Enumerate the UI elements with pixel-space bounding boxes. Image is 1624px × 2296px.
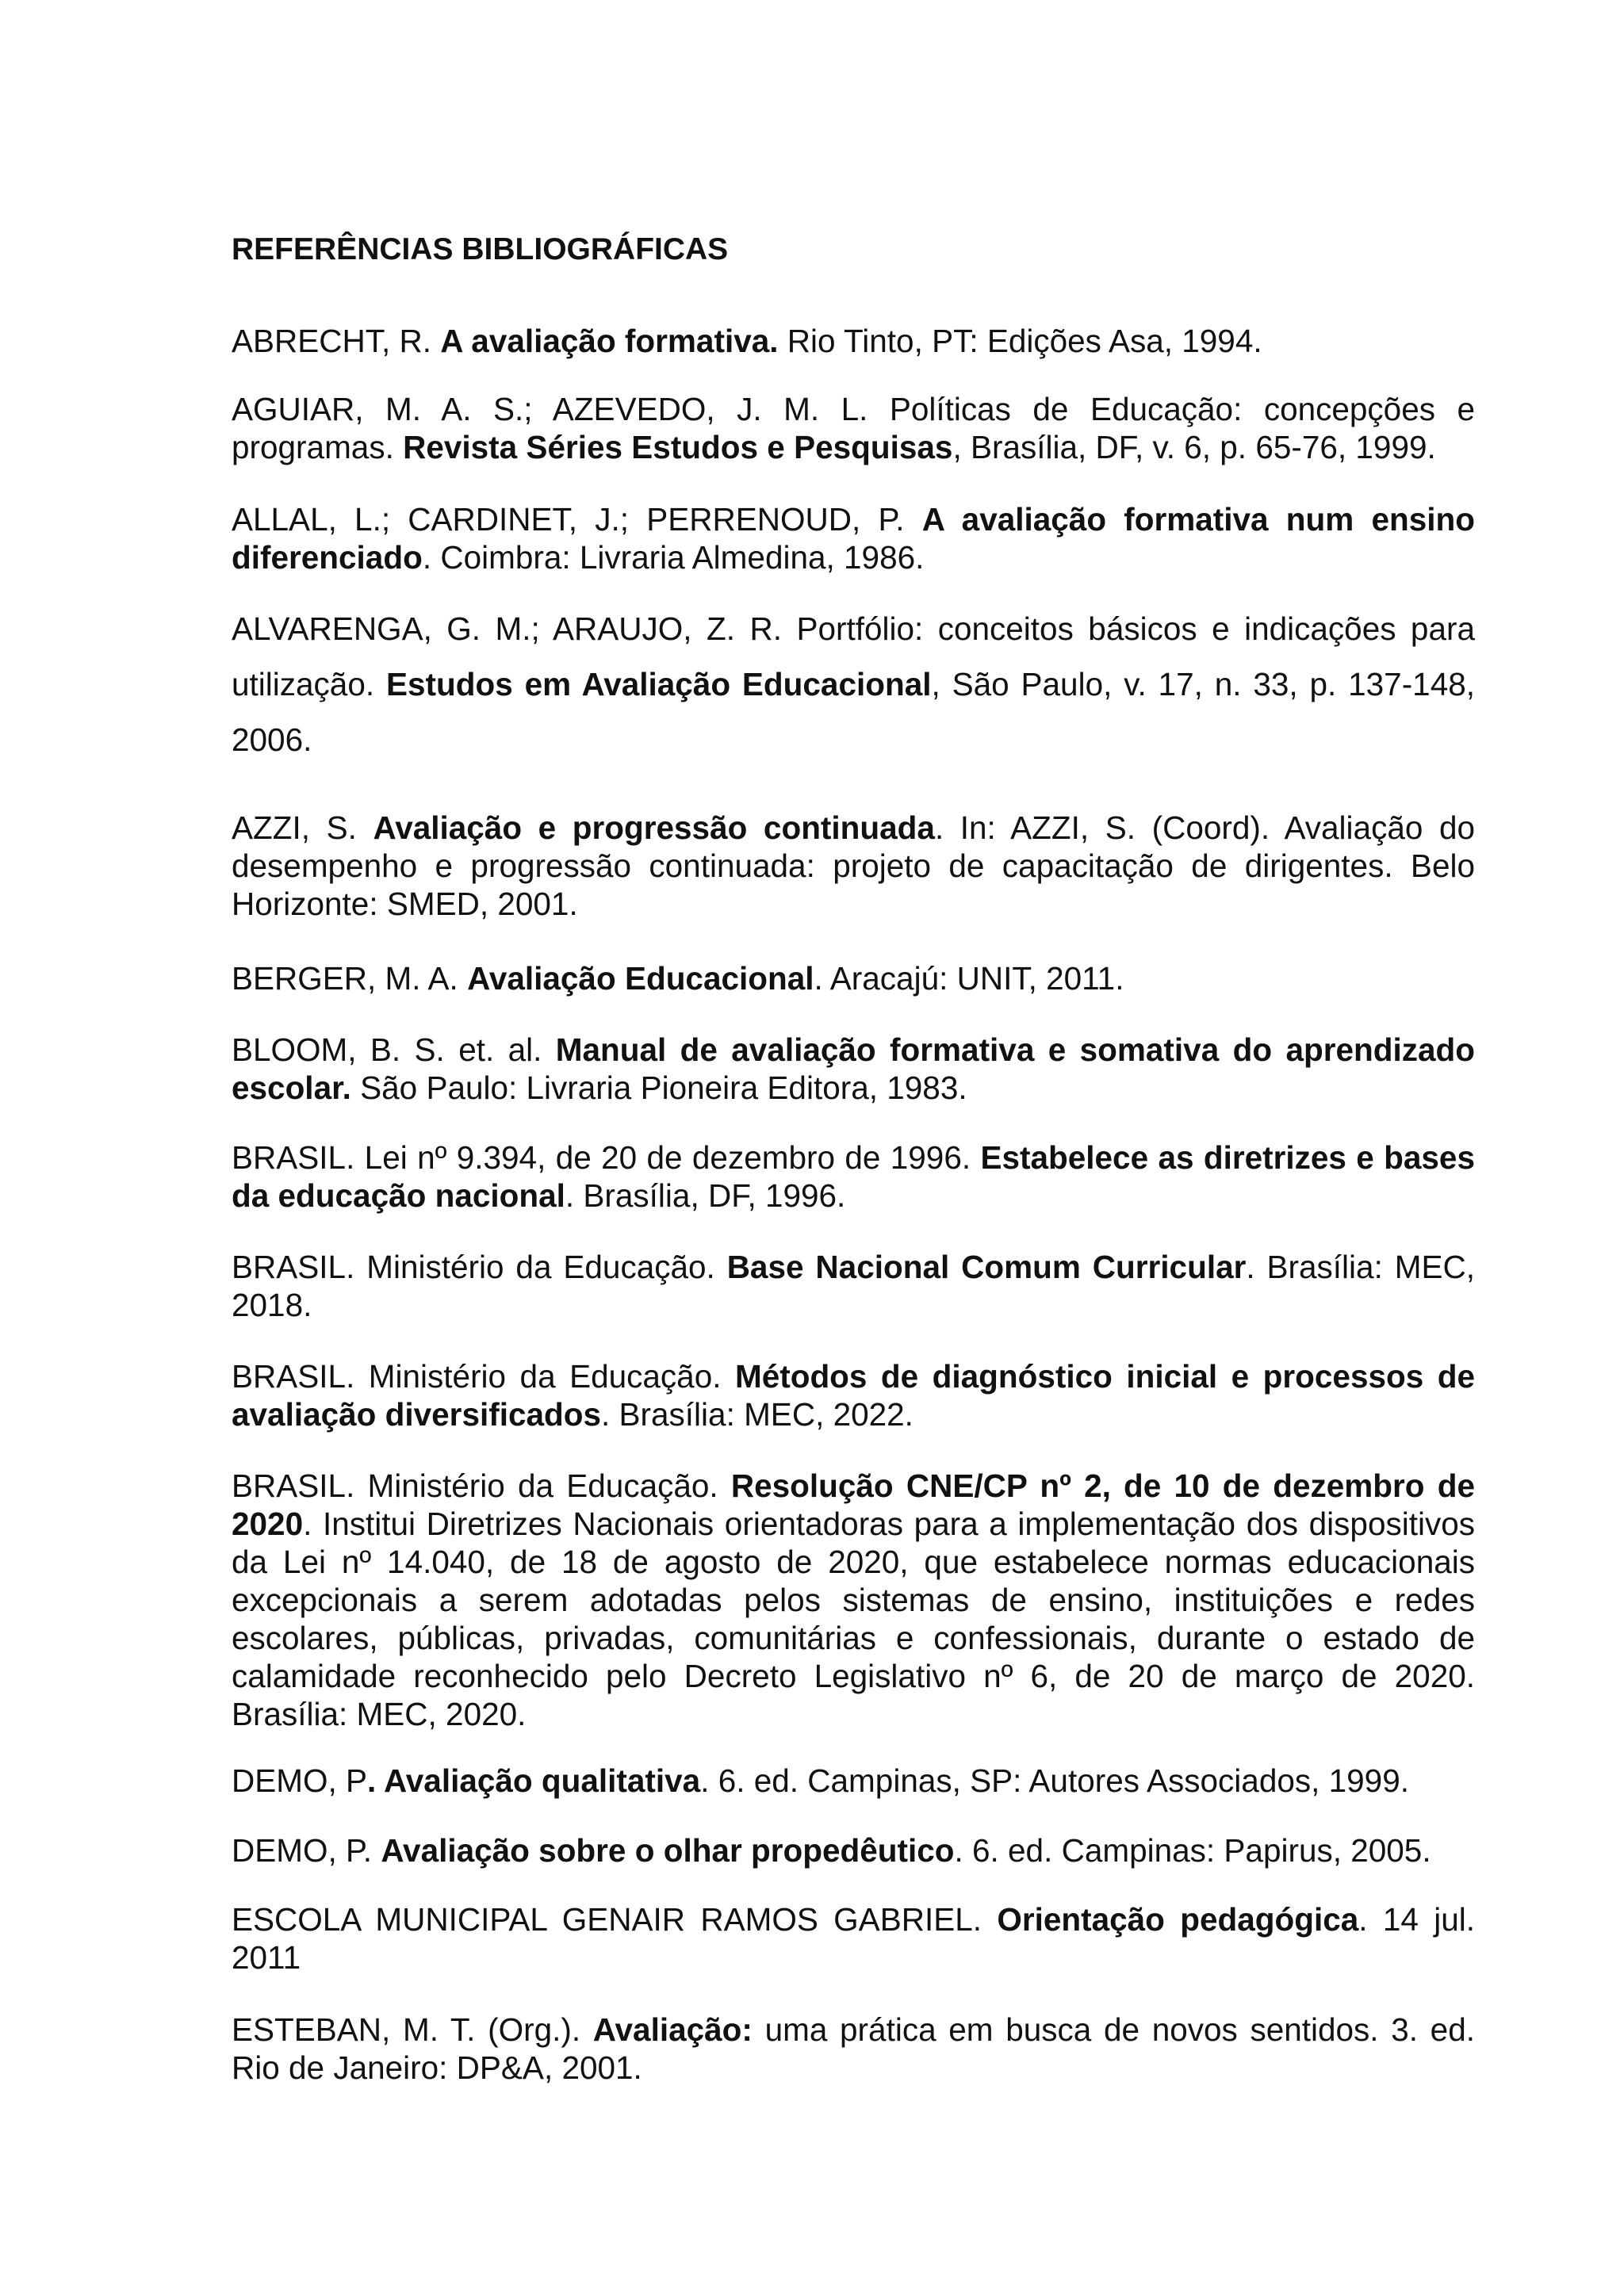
reference-details: . Brasília: MEC, 2022. <box>601 1396 914 1433</box>
reference-author: ESTEBAN, M. T. (Org.). <box>232 2011 593 2048</box>
reference-author: BERGER, M. A. <box>232 960 468 997</box>
reference-entry <box>232 1900 1475 1976</box>
reference-details: . In: AZZI, S. (Coord). Avaliação do desempenho e progressão continuada: projeto de capacitação de dirigentes. Belo Horizonte: SMED, 2001. <box>232 809 1475 922</box>
reference-entry <box>232 1762 1475 1800</box>
reference-entry <box>232 1248 1475 1324</box>
reference-author: BLOOM, B. S. et. al. <box>232 1031 556 1068</box>
reference-title: Orientação pedagógica <box>997 1901 1359 1938</box>
reference-details: uma prática em busca de novos sentidos. 3. ed. Rio de Janeiro: DP&A, 2001. <box>232 2011 1475 2086</box>
reference-title: Estabelece as diretrizes e bases da educação nacional <box>232 1139 1475 1214</box>
reference-author: ESCOLA MUNICIPAL GENAIR RAMOS GABRIEL. <box>232 1901 998 1938</box>
reference-details: , São Paulo, v. 17, n. 33, p. 137-148, 2006. <box>232 666 1476 758</box>
reference-entry <box>232 601 1475 767</box>
reference-entry <box>232 1031 1475 1107</box>
reference-author: AGUIAR, M. A. S.; AZEVEDO, J. M. L. Políticas de Educação: concepções e programas. <box>232 391 1475 465</box>
reference-title: Avaliação e progressão continuada <box>373 809 935 846</box>
reference-entry <box>232 1138 1475 1215</box>
reference-details: , Brasília, DF, v. 6, p. 65-76, 1999. <box>952 429 1436 465</box>
reference-entry <box>232 959 1475 997</box>
reference-title: Manual de avaliação formativa e somativa do aprendizado escolar. <box>232 1031 1475 1106</box>
reference-entry <box>232 809 1475 923</box>
reference-entry <box>232 500 1475 576</box>
reference-author: ALLAL, L.; CARDINET, J.; PERRENOUD, P. <box>232 501 922 538</box>
reference-details: . Coimbra: Livraria Almedina, 1986. <box>422 539 925 576</box>
reference-title: A avaliação formativa num ensino diferenciado <box>232 501 1475 576</box>
reference-entry <box>232 390 1475 466</box>
reference-entry <box>232 2011 1475 2087</box>
reference-author: BRASIL. Ministério da Educação. <box>232 1358 735 1395</box>
reference-entry <box>232 1831 1475 1869</box>
reference-details: . 14 jul. 2011 <box>232 1901 1475 1976</box>
reference-title: . Avaliação qualitativa <box>367 1762 701 1799</box>
reference-details: . Brasília, DF, 1996. <box>565 1177 846 1214</box>
reference-details: Rio Tinto, PT: Edições Asa, 1994. <box>778 323 1262 359</box>
reference-author: ALVARENGA, G. M.; ARAUJO, Z. R. Portfólio: conceitos básicos e indicações para utilização. <box>232 610 1475 702</box>
reference-title: Métodos de diagnóstico inicial e processos de avaliação diversificados <box>232 1358 1475 1433</box>
reference-title: A avaliação formativa. <box>440 323 779 359</box>
reference-author: BRASIL. Lei nº 9.394, de 20 de dezembro de 1996. <box>232 1139 981 1176</box>
page-title: REFERÊNCIAS BIBLIOGRÁFICAS <box>232 232 729 266</box>
reference-entry <box>232 1467 1475 1733</box>
reference-details: . 6. ed. Campinas, SP: Autores Associados, 1999. <box>700 1762 1409 1799</box>
reference-author: DEMO, P. <box>232 1832 381 1869</box>
reference-title: Revista Séries Estudos e Pesquisas <box>403 429 953 465</box>
reference-title: Avaliação sobre o olhar propedêutico <box>381 1832 955 1869</box>
reference-details: . Aracajú: UNIT, 2011. <box>814 960 1124 997</box>
reference-title: Resolução CNE/CP nº 2, de 10 de dezembro de 2020 <box>232 1468 1475 1542</box>
reference-author: BRASIL. Ministério da Educação. <box>232 1249 727 1285</box>
reference-details: . Brasília: MEC, 2018. <box>232 1249 1475 1323</box>
reference-author: ABRECHT, R. <box>232 323 441 359</box>
reference-author: AZZI, S. <box>232 809 373 846</box>
reference-details: São Paulo: Livraria Pioneira Editora, 1983. <box>350 1070 967 1106</box>
reference-title: Base Nacional Comum Curricular <box>726 1249 1247 1285</box>
reference-title: Avaliação Educacional <box>467 960 814 997</box>
reference-author: DEMO, P <box>232 1762 368 1799</box>
reference-entry <box>232 1357 1475 1433</box>
reference-details: . 6. ed. Campinas: Papirus, 2005. <box>954 1832 1431 1869</box>
reference-entry <box>232 322 1475 360</box>
reference-author: BRASIL. Ministério da Educação. <box>232 1468 731 1504</box>
reference-title: Estudos em Avaliação Educacional <box>385 666 932 702</box>
reference-details: . Institui Diretrizes Nacionais orientadoras para a implementação dos dispositivos da Lei nº 14.040, de 18 de agosto de 2020, que estabelece normas educacionais excepcionais a serem adotadas pelos sistemas de ensino, instituições e redes escolares, públicas, privadas, comunitárias e confessionais, durante o estado de calamidade reconhecido pelo Decreto Legislativo nº 6, de 20 de março de 2020. Brasília: MEC, 2020. <box>232 1506 1475 1732</box>
reference-title: Avaliação: <box>592 2011 753 2048</box>
